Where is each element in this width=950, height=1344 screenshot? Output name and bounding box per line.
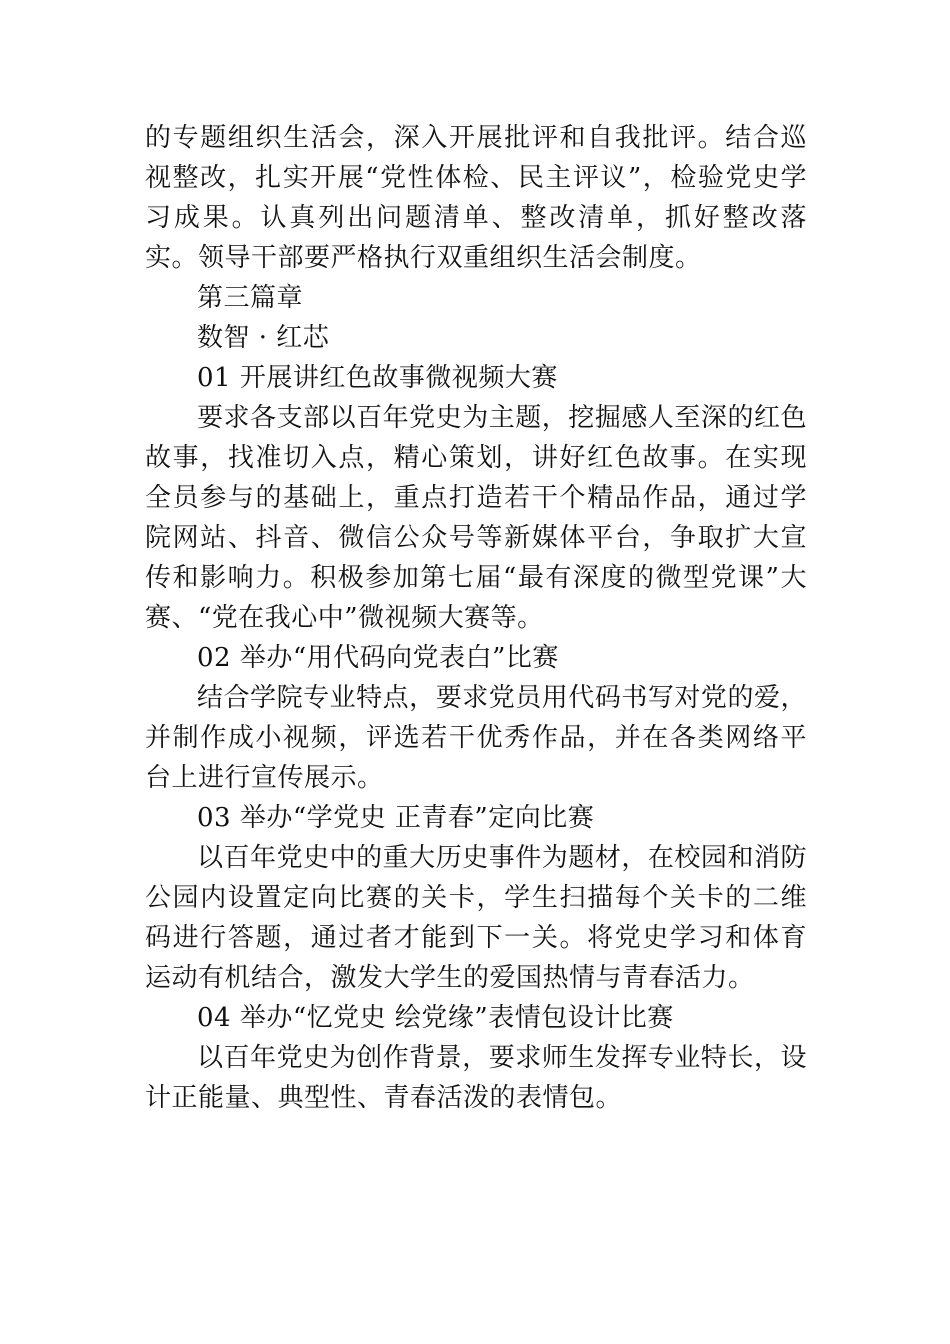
section-body-04: 以百年党史为创作背景，要求师生发挥专业特长，设计正能量、典型性、青春活泼的表情包。 bbox=[145, 1043, 807, 1113]
section-heading-04: 04 举办“忆党史 绘党缘”表情包设计比赛 bbox=[197, 1003, 674, 1033]
section-heading-03: 03 举办“学党史 正青春”定向比赛 bbox=[197, 803, 595, 833]
document-body bbox=[145, 118, 807, 1118]
section-body-02: 结合学院专业特点，要求党员用代码书写对党的爱，并制作成小视频，评选若干优秀作品，并在各类网络平台上进行宣传展示。 bbox=[145, 683, 807, 793]
section-heading-02: 02 举办“用代码向党表白”比赛 bbox=[197, 643, 559, 673]
section-body-03: 以百年党史中的重大历史事件为题材，在校园和消防公园内设置定向比赛的关卡，学生扫描每个关卡的二维码进行答题，通过者才能到下一关。将党史学习和体育运动有机结合，激发大学生的爱国热情与青春活力。 bbox=[145, 843, 807, 993]
chapter-title: 第三篇章 bbox=[197, 283, 304, 313]
continuation-paragraph: 的专题组织生活会，深入开展批评和自我批评。结合巡视整改，扎实开展“党性体检、民主评议”，检验党史学习成果。认真列出问题清单、整改清单，抓好整改落实。领导干部要严格执行双重组织生活会制度。 bbox=[145, 123, 807, 273]
section-heading-01: 01 开展讲红色故事微视频大赛 bbox=[197, 363, 558, 393]
chapter-subtitle: 数智 · 红芯 bbox=[197, 323, 330, 353]
section-body-01: 要求各支部以百年党史为主题，挖掘感人至深的红色故事，找准切入点，精心策划，讲好红色故事。在实现全员参与的基础上，重点打造若干个精品作品，通过学院网站、抖音、微信公众号等新媒体平台，争取扩大宣传和影响力。积极参加第七届“最有深度的微型党课”大赛、“党在我心中”微视频大赛等。 bbox=[145, 403, 807, 633]
